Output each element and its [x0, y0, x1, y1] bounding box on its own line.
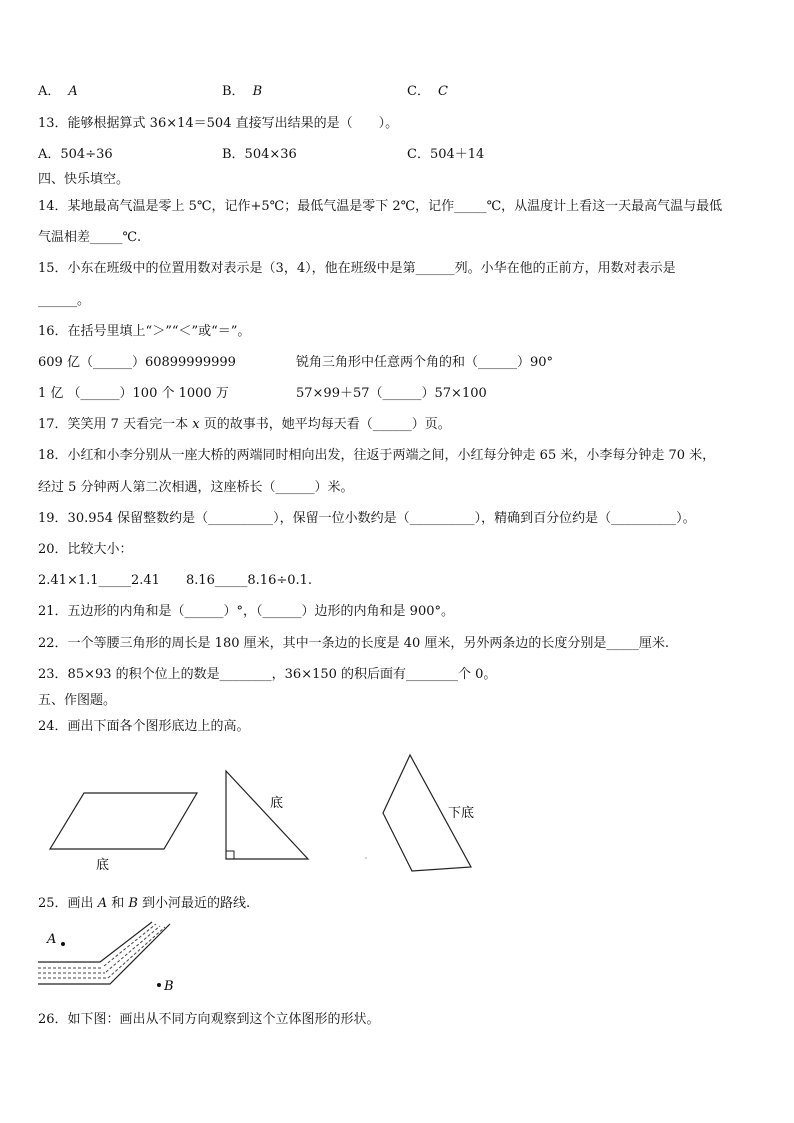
right-triangle-shape [226, 771, 308, 859]
q25-text: 25．画出 A 和 B 到小河最近的路线. [38, 896, 251, 911]
q12-option-a: A． A [38, 84, 78, 99]
q12-option-b-value: B [252, 84, 263, 99]
q16-row1-col1: 609 亿（______）60899999999 [38, 355, 236, 370]
stray-dot [365, 857, 367, 859]
point-a-label: A [47, 932, 57, 947]
q14-line1: 14．某地最高气温是零上 5℃，记作+5℃；最低气温是零下 2℃，记作_____℃，从温度计上看这一天最高气温与最低 [38, 199, 723, 214]
q18-line1: 18．小红和小李分别从一座大桥的两端同时相向出发，往返于两端之间，小红每分钟走 65 米，小李每分钟走 70 米， [38, 448, 716, 463]
section-5-heading: 五、作图题。 [38, 693, 117, 708]
river-water [38, 924, 165, 978]
q25-river-figure [30, 918, 230, 998]
q15-line1: 15．小东在班级中的位置用数对表示是（3，4），他在班级中是第______列。小华在他的正前方，用数对表示是 [38, 261, 676, 276]
q25-point-b-ref: B [128, 896, 138, 911]
q17-text: 17．笑笑用 7 天看完一本 x 页的故事书，她平均每天看（______）页。 [38, 417, 451, 432]
q14-line2: 气温相差_____℃. [38, 230, 142, 245]
trapezoid-base-label: 下底 [448, 806, 475, 821]
point-b-label: B [164, 979, 174, 994]
q12-option-a-value: A [68, 84, 78, 99]
q18-line2: 经过 5 分钟两人第二次相遇，这座桥长（______）米。 [38, 480, 354, 495]
triangle-base-label: 底 [270, 796, 284, 811]
q13-text: 13．能够根据算式 36×14＝504 直接写出结果的是（ ）。 [38, 116, 399, 131]
river-bank-lower [38, 924, 170, 984]
q24-figures [0, 745, 794, 875]
q20-expression: 2.41×1.1_____2.41 8.16_____8.16÷0.1. [38, 573, 313, 588]
q25-point-a-ref: A [97, 896, 108, 911]
q23-text: 23．85×93 的积个位上的数是________，36×150 的积后面有________个 0。 [38, 667, 497, 682]
q12-option-b: B． B [222, 84, 263, 99]
q24-text: 24．画出下面各个图形底边上的高。 [38, 719, 250, 734]
q13-option-a: A．504÷36 [38, 147, 113, 162]
q20-text: 20．比较大小： [38, 542, 133, 557]
q16-row1-col2: 锐角三角形中任意两个角的和（______）90° [296, 355, 554, 370]
q15-line2: ______。 [38, 293, 91, 308]
q19-text: 19．30.954 保留整数约是（__________），保留一位小数约是（__________），精确到百分位约是（__________）。 [38, 511, 696, 526]
point-a-dot [61, 942, 65, 946]
q21-text: 21．五边形的内角和是（______）°，（______）边形的内角和是 900°。 [38, 604, 454, 619]
section-4-heading: 四、快乐填空。 [38, 172, 130, 187]
q13-option-c: C．504＋14 [407, 147, 485, 162]
q12-option-c-value: C [437, 84, 448, 99]
parallelogram-base-label: 底 [96, 858, 110, 873]
right-angle-marker [226, 851, 234, 859]
q16-row2-col1: 1 亿 （______）100 个 1000 万 [38, 386, 229, 401]
q26-text: 26．如下图：画出从不同方向观察到这个立体图形的形状。 [38, 1012, 380, 1027]
point-b-dot [157, 983, 161, 987]
q22-text: 22．一个等腰三角形的周长是 180 厘米，其中一条边的长度是 40 厘米，另外两条边的长度分别是_____厘米. [38, 636, 670, 651]
q13-option-b: B．504×36 [222, 147, 297, 162]
parallelogram-shape [50, 793, 197, 849]
q16-row2-col2: 57×99＋57（______）57×100 [296, 386, 487, 401]
q17-variable: x [192, 417, 200, 432]
q16-text: 16．在括号里填上“＞”“＜”或“＝”。 [38, 324, 251, 339]
q12-option-c: C． C [407, 84, 448, 99]
